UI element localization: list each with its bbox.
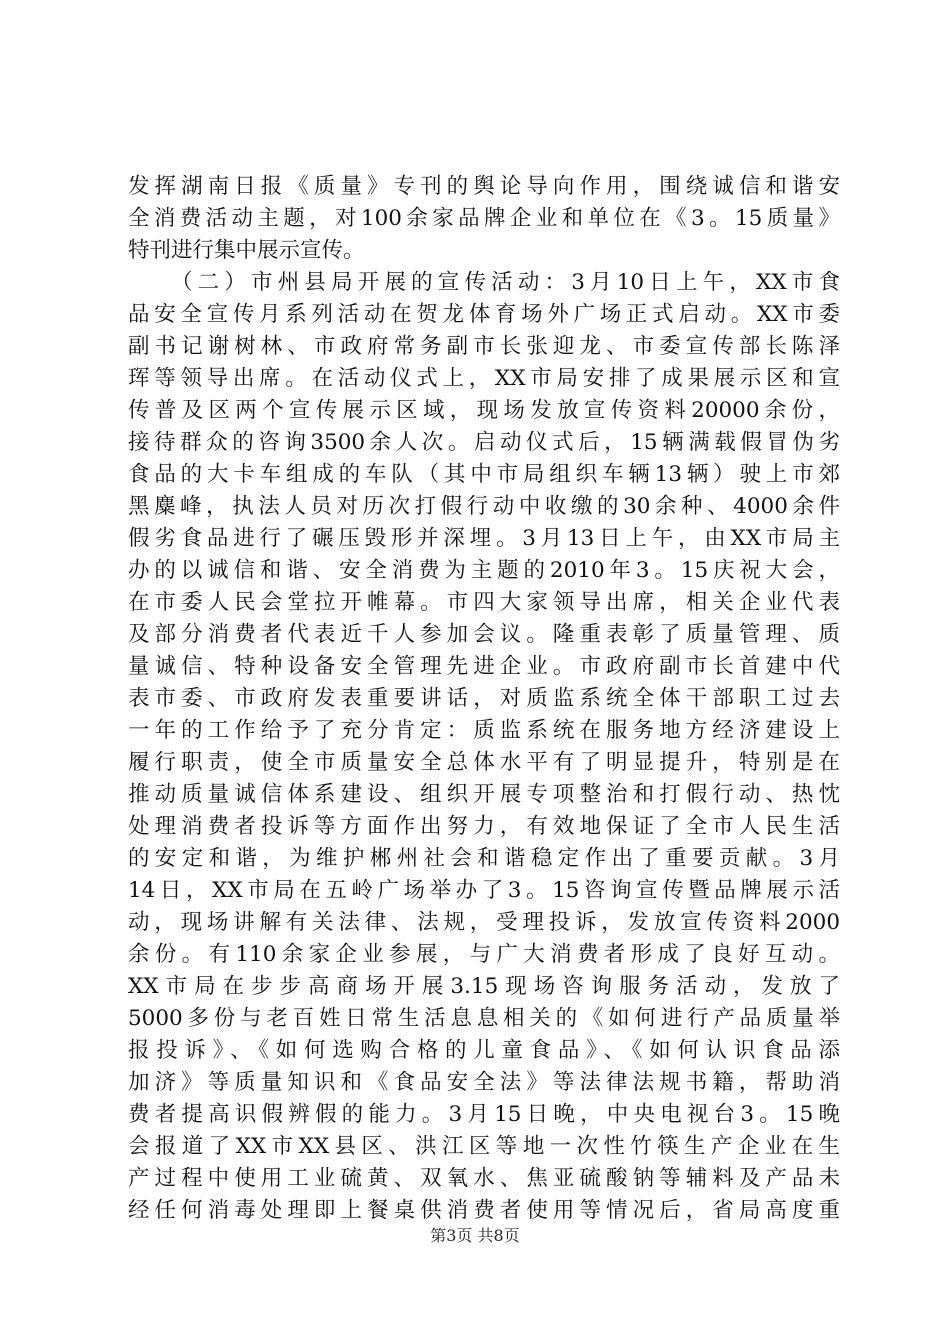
body-text xyxy=(128,171,840,1227)
text-line: （二）市州县局开展的宣传活动：3月10日上午，XX市食 xyxy=(171,270,840,295)
text-line: 假劣食品进行了碾压毁形并深埋。3月13日上午，由XX市局主 xyxy=(128,526,840,551)
text-line: 在市委人民会堂拉开帷幕。市四大家领导出席，相关企业代表 xyxy=(128,590,840,615)
text-line: 一年的工作给予了充分肯定：质监系统在服务地方经济建设上 xyxy=(128,718,840,743)
text-line: 全消费活动主题，对100余家品牌企业和单位在《3。15质量》 xyxy=(128,206,840,231)
text-line: 14日，XX市局在五岭广场举办了3。15咨询宣传暨品牌展示活 xyxy=(128,878,840,903)
text-line: 动，现场讲解有关法律、法规，受理投诉，发放宣传资料2000 xyxy=(128,910,840,935)
text-line: 接待群众的咨询3500余人次。启动仪式后，15辆满载假冒伪劣 xyxy=(128,430,840,455)
text-line: 5000多份与老百姓日常生活息息相关的《如何进行产品质量举 xyxy=(128,1006,840,1031)
text-line: 余份。有110余家企业参展，与广大消费者形成了良好互动。 xyxy=(128,942,840,967)
text-line: 发挥湖南日报《质量》专刊的舆论导向作用，围绕诚信和谐安 xyxy=(128,174,840,199)
text-line: 副书记谢树林、市政府常务副市长张迎龙、市委宣传部长陈泽 xyxy=(128,334,840,359)
text-line: 量诚信、特种设备安全管理先进企业。市政府副市长首建中代 xyxy=(128,654,840,679)
text-line: 及部分消费者代表近千人参加会议。隆重表彰了质量管理、质 xyxy=(128,622,840,647)
text-line: 办的以诚信和谐、安全消费为主题的2010年3。15庆祝大会， xyxy=(128,558,840,583)
text-line: 经任何消毒处理即上餐桌供消费者使用等情况后，省局高度重 xyxy=(128,1198,840,1223)
text-line: 报投诉》、《如何选购合格的儿童食品》、《如何认识食品添 xyxy=(128,1038,840,1063)
text-line: 费者提高识假辨假的能力。3月15日晚，中央电视台3。15晚 xyxy=(128,1102,840,1127)
text-line: 品安全宣传月系列活动在贺龙体育场外广场正式启动。XX市委 xyxy=(128,302,840,327)
page-number-footer: 第3页 共8页 xyxy=(430,1226,520,1245)
text-line: 处理消费者投诉等方面作出努力，有效地保证了全市人民生活 xyxy=(128,814,840,839)
text-line: 会报道了XX市XX县区、洪江区等地一次性竹筷生产企业在生 xyxy=(128,1134,840,1159)
text-line: 珲等领导出席。在活动仪式上，XX市局安排了成果展示区和宣 xyxy=(128,366,840,391)
text-line: 产过程中使用工业硫黄、双氧水、焦亚硫酸钠等辅料及产品未 xyxy=(128,1166,840,1191)
text-line: 特刊进行集中展示宣传。 xyxy=(128,238,365,263)
text-line: 传普及区两个宣传展示区域，现场发放宣传资料20000余份， xyxy=(128,398,840,423)
text-line: 推动质量诚信体系建设、组织开展专项整治和打假行动、热忱 xyxy=(128,782,840,807)
text-line: 履行职责，使全市质量安全总体水平有了明显提升，特别是在 xyxy=(128,750,840,775)
text-line: 加济》等质量知识和《食品安全法》等法律法规书籍，帮助消 xyxy=(128,1070,840,1095)
text-line: XX市局在步步高商场开展3.15现场咨询服务活动，发放了 xyxy=(128,974,840,999)
text-line: 食品的大卡车组成的车队（其中市局组织车辆13辆）驶上市郊 xyxy=(128,462,840,487)
text-line: 表市委、市政府发表重要讲话，对质监系统全体干部职工过去 xyxy=(128,686,840,711)
text-line: 黑麋峰，执法人员对历次打假行动中收缴的30余种、4000余件 xyxy=(128,494,840,519)
text-line: 的安定和谐，为维护郴州社会和谐稳定作出了重要贡献。3月 xyxy=(128,846,840,871)
